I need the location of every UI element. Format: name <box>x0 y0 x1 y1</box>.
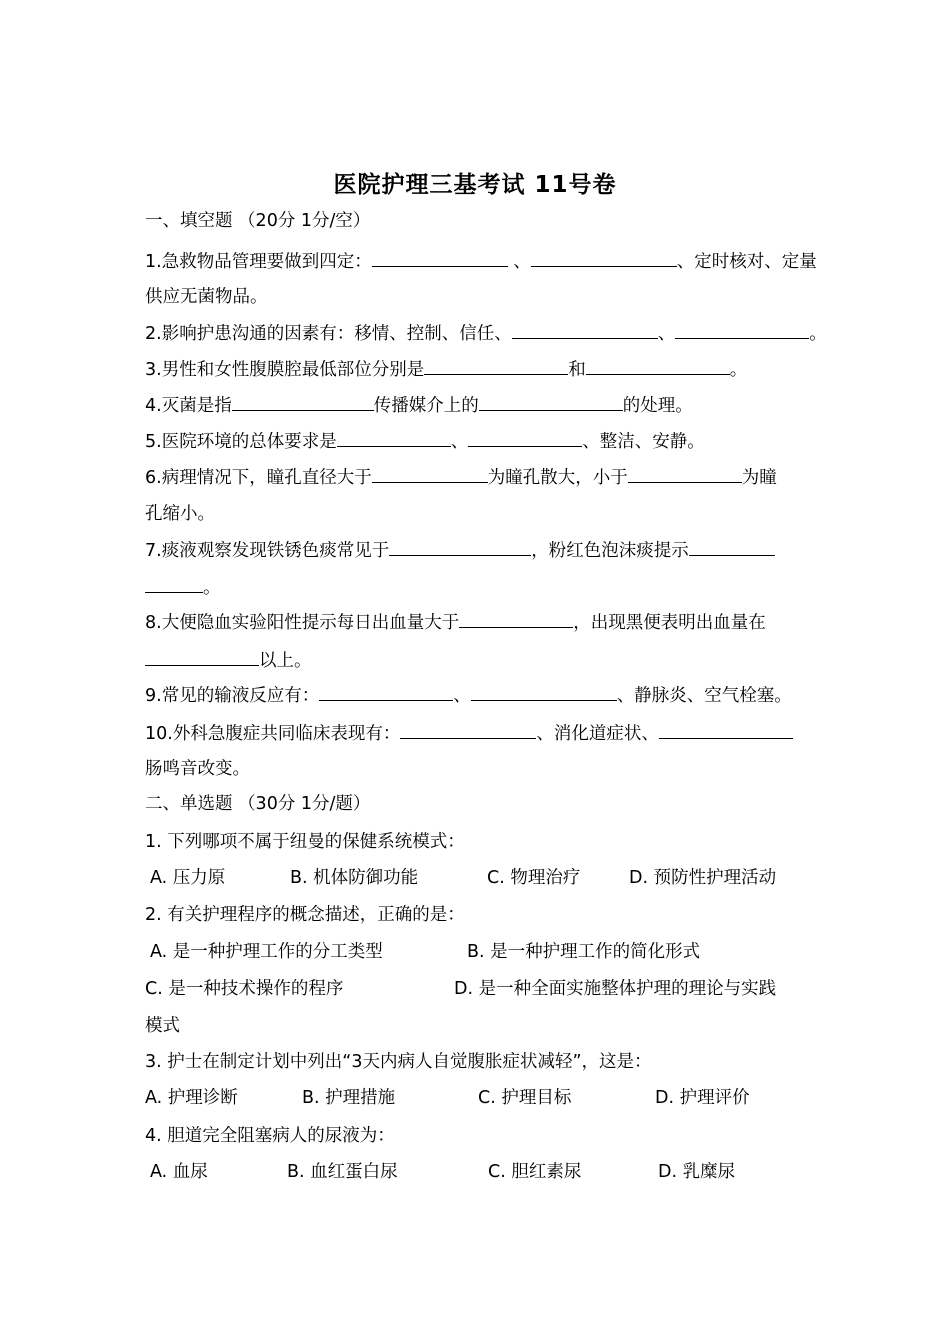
answer-blank[interactable] <box>479 392 623 411</box>
question-text: 、静脉炎、空气栓塞。 <box>616 686 792 706</box>
question-text: 和 <box>568 360 586 380</box>
fill-question-8 <box>145 609 766 635</box>
option-a[interactable]: A. 血尿 <box>150 1162 208 1182</box>
answer-blank[interactable] <box>586 356 730 375</box>
option-d[interactable]: D. 是一种全面实施整体护理的理论与实践 <box>454 979 777 999</box>
answer-blank[interactable] <box>628 464 742 483</box>
option-c[interactable]: C. 胆红素尿 <box>488 1162 582 1182</box>
question-text: 、 <box>450 432 469 452</box>
choice-question-4-stem: 4. 胆道完全阻塞病人的尿液为： <box>145 1126 395 1146</box>
fill-question-6-cont: 孔缩小。 <box>145 504 215 524</box>
question-text: ，出现黑便表明出血量在 <box>573 613 766 633</box>
answer-blank[interactable] <box>512 320 658 339</box>
choice-question-3-stem: 3. 护士在制定计划中列出“3天内病人自觉腹胀症状减轻”，这是： <box>145 1052 652 1072</box>
fill-question-2 <box>145 320 827 346</box>
fill-question-9 <box>145 682 792 708</box>
fill-question-1 <box>145 248 817 274</box>
question-text: 6.病理情况下，瞳孔直径大于 <box>145 468 372 488</box>
answer-blank[interactable] <box>459 609 573 628</box>
fill-question-4 <box>145 392 693 418</box>
option-a[interactable]: A. 是一种护理工作的分工类型 <box>150 942 383 962</box>
answer-blank[interactable] <box>319 682 453 701</box>
section2-heading: 二、单选题 （30分 1分/题） <box>145 794 371 814</box>
question-text: 。 <box>203 578 221 598</box>
choice-question-2-stem: 2. 有关护理程序的概念描述，正确的是： <box>145 905 465 925</box>
fill-question-6 <box>145 464 777 490</box>
option-d[interactable]: D. 预防性护理活动 <box>629 868 777 888</box>
option-b[interactable]: B. 是一种护理工作的简化形式 <box>467 942 701 962</box>
option-b[interactable]: B. 血红蛋白尿 <box>287 1162 398 1182</box>
fill-question-3 <box>145 356 747 382</box>
question-text: 、整洁、安静。 <box>582 432 705 452</box>
answer-blank[interactable] <box>145 647 259 666</box>
fill-question-8-cont <box>145 647 312 673</box>
option-b[interactable]: B. 护理措施 <box>302 1088 396 1108</box>
answer-blank[interactable] <box>531 248 677 267</box>
answer-blank[interactable] <box>424 356 568 375</box>
option-c[interactable]: C. 是一种技术操作的程序 <box>145 979 344 999</box>
option-a[interactable]: A. 压力原 <box>150 868 226 888</box>
option-d[interactable]: D. 乳糜尿 <box>658 1162 736 1182</box>
question-text: 传播媒介上的 <box>373 396 479 416</box>
fill-question-7-cont <box>145 574 221 600</box>
choice-question-1-stem: 1. 下列哪项不属于纽曼的保健系统模式： <box>145 832 465 852</box>
answer-blank[interactable] <box>389 537 531 556</box>
answer-blank[interactable] <box>689 537 775 556</box>
option-d[interactable]: D. 护理评价 <box>655 1088 750 1108</box>
question-text: 4.灭菌是指 <box>145 396 232 416</box>
fill-question-1-cont: 供应无菌物品。 <box>145 287 268 307</box>
question-text: 以上。 <box>259 651 312 671</box>
question-text: 为瞳孔散大，小于 <box>487 468 628 488</box>
question-text: ，粉红色泡沫痰提示 <box>531 541 689 561</box>
question-text: 5.医院环境的总体要求是 <box>145 432 337 452</box>
question-text: 的处理。 <box>622 396 693 416</box>
question-text: 7.痰液观察发现铁锈色痰常见于 <box>145 541 390 561</box>
page-title: 医院护理三基考试 11号卷 <box>333 172 617 198</box>
question-text: 2.影响护患沟通的因素有：移情、控制、信任、 <box>145 324 512 344</box>
question-text: 、消化道症状、 <box>536 724 659 744</box>
answer-blank[interactable] <box>675 320 809 339</box>
question-text: 、 <box>507 252 531 272</box>
fill-question-10 <box>145 720 793 746</box>
answer-blank[interactable] <box>471 682 617 701</box>
answer-blank[interactable] <box>659 720 793 739</box>
section1-heading: 一、填空题 （20分 1分/空） <box>145 211 371 231</box>
option-c[interactable]: C. 护理目标 <box>478 1088 572 1108</box>
question-text: 8.大便隐血实验阳性提示每日出血量大于 <box>145 613 460 633</box>
question-text: 1.急救物品管理要做到四定： <box>145 252 372 272</box>
fill-question-10-cont: 肠鸣音改变。 <box>145 759 250 779</box>
option-a[interactable]: A. 护理诊断 <box>145 1088 238 1108</box>
option-b[interactable]: B. 机体防御功能 <box>290 868 419 888</box>
answer-blank[interactable] <box>372 248 508 267</box>
answer-blank[interactable] <box>337 428 451 447</box>
question-text: 、定时核对、定量 <box>676 252 817 272</box>
question-text: 。 <box>809 324 827 344</box>
question-text: 、 <box>453 686 471 706</box>
option-c[interactable]: C. 物理治疗 <box>487 868 581 888</box>
answer-blank[interactable] <box>400 720 536 739</box>
fill-question-5 <box>145 428 705 454</box>
fill-question-7 <box>145 537 775 563</box>
question-text: 、 <box>657 324 676 344</box>
answer-blank[interactable] <box>232 392 374 411</box>
answer-blank[interactable] <box>145 574 203 593</box>
answer-blank[interactable] <box>372 464 488 483</box>
answer-blank[interactable] <box>468 428 582 447</box>
question-text: 9.常见的输液反应有： <box>145 686 320 706</box>
option-d-cont: 模式 <box>145 1016 180 1036</box>
question-text: 3.男性和女性腹膜腔最低部位分别是 <box>145 360 425 380</box>
question-text: 10.外科急腹症共同临床表现有： <box>145 724 401 744</box>
question-text: 为瞳 <box>741 468 777 488</box>
question-text: 。 <box>729 360 748 380</box>
